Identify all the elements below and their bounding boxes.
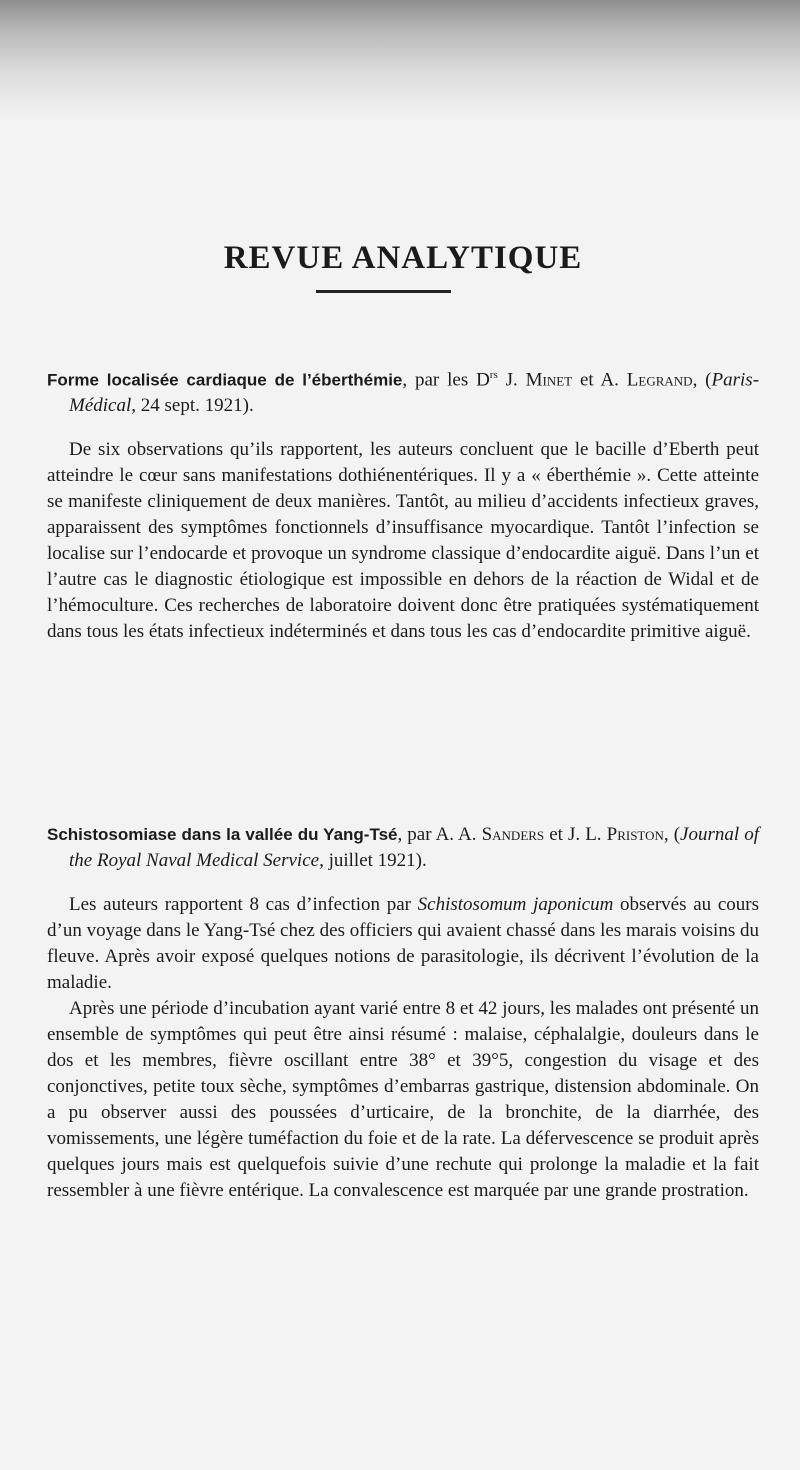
article-1-heading (47, 362, 759, 419)
article-2-source-date: juillet 1921). (323, 850, 427, 871)
article-2-and: et J. L. (544, 824, 607, 845)
article-2-title: Schistosomiase dans la vallée du Yang-Tsé (47, 825, 398, 844)
article-1-dr-sup: rs (489, 369, 498, 381)
article-2-species-name: Schistosomum japonicum (417, 894, 614, 915)
article-2-paragraph-1 (47, 892, 759, 996)
article-1-and: et A. (572, 369, 627, 391)
article-2-p1-start: Les auteurs rapportent 8 cas d’infection par (69, 894, 418, 915)
article-1-author-1: J. Minet (497, 369, 573, 391)
article-1-journal: Paris-Médical, (69, 369, 760, 417)
article-2-paragraph-2: Après une période d’incubation ayant varié entre 8 et 42 jours, les malades ont présenté un ensemble de symptômes qui peut être ainsi résumé : malaise, céphalalgie, douleurs dans le dos et les membres, fièvre oscillant entre 38° et 39°5, congestion du visage et des conjonctives, petite toux sèche, symptômes d’embarras gastrique, distension abdominale. On a pu observer aussi des poussées d’urticaire, de la bronchite, de la diarrhée, des vomissements, une légère tuméfaction du foie et de la rate. La défervescence se produit après quelques jours mais est quelquefois suivie d’une rechute qui prolonge la maladie et la fait ressembler à une fièvre entérique. La convalescence est marquée par une grande prostration. (47, 998, 759, 1201)
article-1-title: Forme localisée cardiaque de l’éberthémie (47, 370, 403, 390)
article-2-journal: Journal of the Royal Naval Medical Service, (69, 824, 759, 871)
section-title: REVUE ANALYTIQUE (223, 240, 583, 277)
article-1 (47, 362, 759, 645)
article-2 (47, 822, 759, 1204)
article-2-by: , par A. A. (397, 824, 482, 845)
article-1-author-2: Legrand (626, 369, 693, 391)
article-1-source-date: 24 sept. 1921). (136, 395, 254, 417)
article-2-source-open: , ( (663, 824, 681, 845)
article-1-paragraph: De six observations qu’ils rapportent, les auteurs concluent que le bacille d’Eberth peut atteindre le cœur sans manifestations dothiénentériques. Il y a « éberthémie ». Cette atteinte se manifeste cliniquement de deux manières. Tantôt, au milieu d’accidents infectieux graves, apparaissent des symptômes fonctionnels d’insuffisance myocardique. Tantôt l’infection se localise sur l’endocarde et provoque un syndrome classique d’endocardite aiguë. Dans l’un et l’autre cas le diagnostic étiologique est impossible en dehors de la réaction de Widal et de l’hémoculture. Ces recherches de laboratoire doivent donc être pratiquées systématiquement dans tous les états infectieux indéterminés et dans tous les cas d’endocardite primitive aiguë. (47, 439, 759, 643)
article-1-source-open: , ( (692, 369, 712, 391)
article-2-author-2: Priston (606, 824, 664, 845)
title-rule (316, 290, 451, 293)
article-2-heading (47, 822, 759, 874)
article-2-p1-end: observés au cours d’un voyage dans le Yang-Tsé chez des officiers qui avaient chassé dans les marais voisins du fleuve. Après avoir exposé quelques notions de parasitologie, ils décrivent l’évolution de la maladie. (47, 894, 759, 993)
article-2-author-1: Sanders (481, 824, 545, 845)
article-1-dr: D (476, 369, 490, 391)
scan-shadow (0, 0, 800, 120)
article-1-by: , par les (402, 369, 477, 391)
